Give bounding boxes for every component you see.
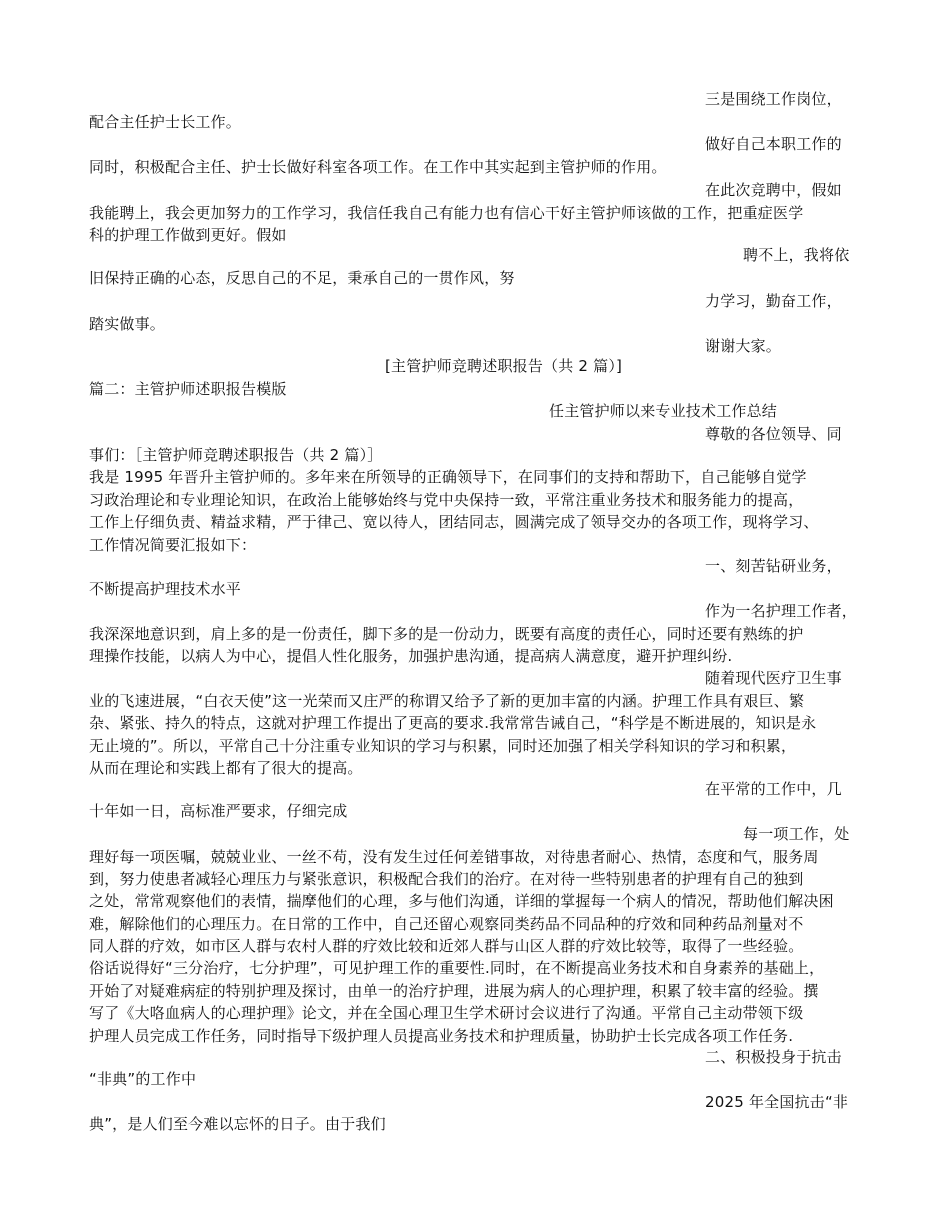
- text-line: 俗话说得好“三分治疗，七分护理”，可见护理工作的重要性.同时，在不断提高业务技术和自身素养的基础上，: [89, 959, 825, 977]
- text-line: 在平常的工作中，几: [705, 780, 842, 798]
- text-line: 到，努力使患者减轻心理压力与紧张意识，积极配合我们的治疗。在对待一些特别患者的护理有自己的独到: [89, 870, 804, 888]
- text-line: 踏实做事。: [89, 315, 166, 333]
- text-line: 理操作技能，以病人为中心，提倡人性化服务，加强护患沟通，提高病人满意度，避开护理纠纷.: [89, 647, 733, 665]
- text-line: 2025 年全国抗击“非: [705, 1093, 849, 1111]
- text-line: “非典”的工作中: [89, 1070, 197, 1088]
- text-line: 在此次竞聘中，假如: [705, 181, 842, 199]
- text-line: 事们：［主管护师竞聘述职报告（共 2 篇）］: [89, 446, 383, 464]
- text-line: 力学习，勤奋工作，: [705, 292, 842, 310]
- text-line: 我深深地意识到，肩上多的是一份责任，脚下多的是一份动力，既要有高度的责任心，同时还要有熟练的护: [89, 625, 804, 643]
- text-line: 杂、紧张、持久的特点，这就对护理工作提出了更高的要求.我常常告诫自己，“科学是不断进展的，知识是永: [89, 714, 817, 732]
- text-line: 写了《大咯血病人的心理护理》论文，并在全国心理卫生学术研讨会议进行了沟通。平常自己主动带领下级: [89, 1004, 804, 1022]
- section-heading: 篇二：主管护师述职报告模版: [89, 380, 287, 398]
- section-title: [主管护师竞聘述职报告（共 2 篇）]: [385, 357, 623, 375]
- text-line: 工作情况简要汇报如下：: [89, 536, 257, 554]
- text-line: 一、刻苦钻研业务，: [705, 557, 842, 575]
- text-line: 十年如一日，高标准严要求，仔细完成: [89, 802, 348, 820]
- text-line: 聘不上，我将依: [743, 246, 850, 264]
- text-line: 做好自己本职工作的: [705, 135, 842, 153]
- text-line: 科的护理工作做到更好。假如: [89, 226, 287, 244]
- text-line: 谢谢大家。: [705, 337, 782, 355]
- text-line: 理好每一项医嘱，兢兢业业、一丝不苟，没有发生过任何差错事故，对待患者耐心、热情，态度和气，服务周: [89, 848, 819, 866]
- text-line: 护理人员完成工作任务，同时指导下级护理人员提高业务技术和护理质量，协助护士长完成各项工作任务.: [89, 1027, 794, 1045]
- text-line: 随着现代医疗卫生事: [705, 669, 842, 687]
- text-line: 三是围绕工作岗位，: [705, 90, 842, 108]
- text-line: 无止境的”。所以，平常自己十分注重专业知识的学习与积累，同时还加强了相关学科知识的学习和积累，: [89, 737, 797, 755]
- text-line: 旧保持正确的心态，反思自己的不足，秉承自己的一贯作风，努: [89, 269, 515, 287]
- text-line: 配合主任护士长工作。: [89, 113, 242, 131]
- text-line: 业的飞速进展，“白衣天使”这一光荣而又庄严的称谓又给予了新的更加丰富的内涵。护理工作具有艰巨、繁: [89, 692, 805, 710]
- text-line: 不断提高护理技术水平: [89, 580, 242, 598]
- text-line: 之处，常常观察他们的表情，揣摩他们的心理，多与他们沟通，详细的掌握每一个病人的情况，帮助他们解决困: [89, 892, 834, 910]
- text-line: 工作上仔细负责、精益求精，严于律己、宽以待人，团结同志，圆满完成了领导交办的各项工作，现将学习、: [89, 513, 819, 531]
- text-line: 我是 1995 年晋升主管护师的。多年来在所领导的正确领导下，在同事们的支持和帮助下，自己能够自觉学: [89, 468, 807, 486]
- text-line: 习政治理论和专业理论知识，在政治上能够始终与党中央保持一致，平常注重业务技术和服务能力的提高，: [89, 491, 804, 509]
- text-line: 尊敬的各位领导、同: [705, 425, 842, 443]
- text-line: 开始了对疑难病症的特别护理及探讨，由单一的治疗护理，进展为病人的心理护理，积累了较丰富的经验。撰: [89, 982, 819, 1000]
- text-line: 同人群的疗效，如市区人群与农村人群的疗效比较和近郊人群与山区人群的疗效比较等，取得了一些经验。: [89, 937, 804, 955]
- report-title: 任主管护师以来专业技术工作总结: [549, 402, 778, 420]
- text-line: 典”，是人们至今难以忘怀的日子。由于我们: [89, 1115, 386, 1133]
- text-line: 每一项工作，处: [743, 825, 850, 843]
- text-line: 从而在理论和实践上都有了很大的提高。: [89, 759, 363, 777]
- text-line: 作为一名护理工作者，: [705, 602, 858, 620]
- text-line: 二、积极投身于抗击: [705, 1048, 842, 1066]
- text-line: 难，解除他们的心理压力。在日常的工作中，自己还留心观察同类药品不同品种的疗效和同种药品剂量对不: [89, 915, 804, 933]
- text-line: 同时，积极配合主任、护士长做好科室各项工作。在工作中其实起到主管护师的作用。: [89, 158, 667, 176]
- text-line: 我能聘上，我会更加努力的工作学习，我信任我自己有能力也有信心干好主管护师该做的工作，把重症医学: [89, 204, 804, 222]
